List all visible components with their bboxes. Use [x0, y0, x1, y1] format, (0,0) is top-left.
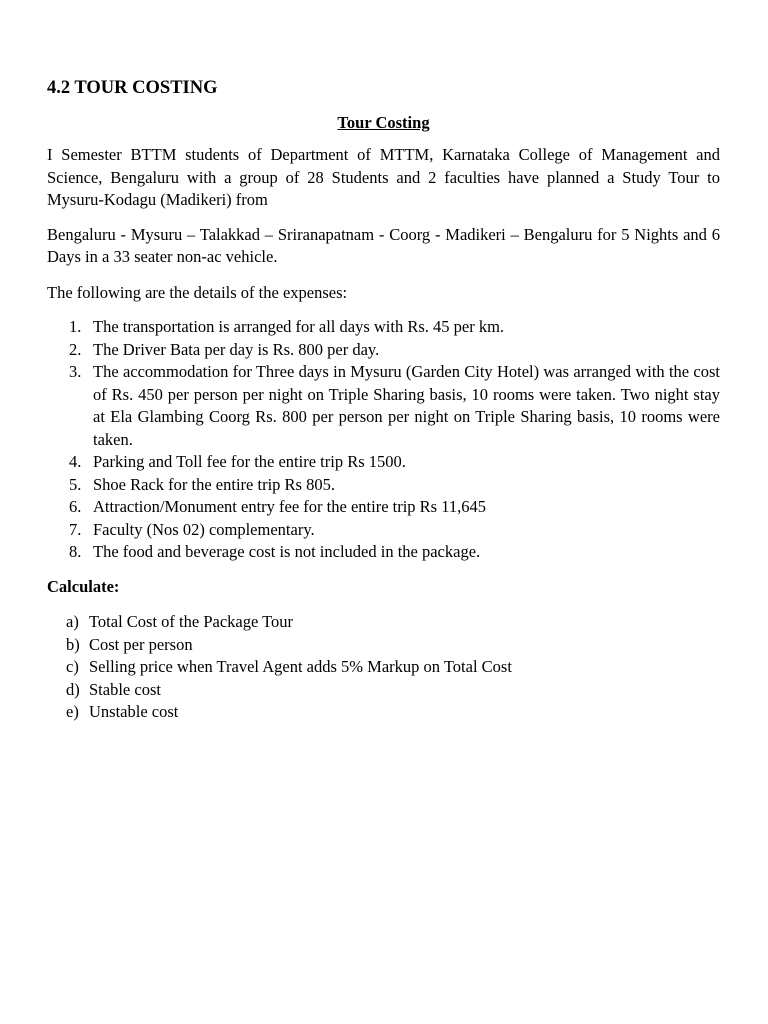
- calculate-text: Unstable cost: [89, 702, 179, 721]
- expense-number: 5.: [69, 474, 82, 494]
- expense-text: Parking and Toll fee for the entire trip Rs 1500.: [93, 452, 406, 471]
- expenses-list: [47, 316, 720, 564]
- calculate-item: [47, 679, 720, 702]
- expense-number: 3.: [69, 362, 82, 381]
- calculate-item: [47, 656, 720, 679]
- calculate-letter: b): [66, 634, 80, 654]
- expense-text: Attraction/Monument entry fee for the entire trip Rs 11,645: [93, 497, 486, 516]
- calculate-text: Selling price when Travel Agent adds 5% Markup on Total Cost: [89, 657, 512, 676]
- calculate-item: [47, 634, 720, 657]
- expense-text: The accommodation for Three days in Mysuru (Garden City Hotel) was arranged with the cost of Rs. 450 per person per night on Triple Sharing basis, 10 rooms were taken. Two night stay at Ela Glambing Coorg Rs. 800 per person per night on Triple Sharing basis, 10 rooms were taken.: [93, 362, 720, 449]
- expense-item: [47, 474, 720, 497]
- expense-number: 1.: [69, 317, 82, 336]
- expense-item: [47, 361, 720, 451]
- expense-item: [47, 339, 720, 362]
- calculate-letter: d): [66, 679, 80, 699]
- expense-item: [47, 519, 720, 542]
- calculate-text: Cost per person: [89, 634, 193, 654]
- calculate-text: Stable cost: [89, 679, 161, 699]
- expense-item: [47, 541, 720, 564]
- calculate-text: Total Cost of the Package Tour: [89, 612, 294, 631]
- calculate-letter: a): [66, 612, 79, 631]
- details-lead: The following are the details of the expenses:: [47, 282, 348, 302]
- expense-text: Shoe Rack for the entire trip Rs 805.: [93, 474, 335, 494]
- calculate-item: [47, 611, 720, 634]
- expense-number: 8.: [69, 542, 82, 561]
- expense-number: 7.: [69, 519, 82, 539]
- expense-number: 4.: [69, 452, 82, 471]
- intro-paragraph: I Semester BTTM students of Department of MTTM, Karnataka College of Management and Science, Bengaluru with a group of 28 Students and 2 faculties have planned a Study Tour to Mysuru-Kodagu (Madikeri) from: [47, 145, 720, 209]
- doc-title: Tour Costing: [337, 113, 430, 132]
- expense-text: The transportation is arranged for all days with Rs. 45 per km.: [93, 317, 505, 336]
- expense-item: [47, 496, 720, 519]
- expense-number: 2.: [69, 339, 82, 359]
- expense-text: The food and beverage cost is not included in the package.: [93, 542, 481, 561]
- expense-number: 6.: [69, 497, 82, 516]
- calculate-letter: e): [66, 702, 79, 721]
- route-paragraph: Bengaluru - Mysuru – Talakkad – Sriranapatnam - Coorg - Madikeri – Bengaluru for 5 Nights and 6 Days in a 33 seater non-ac vehicle.: [47, 224, 720, 266]
- expense-item: [47, 451, 720, 474]
- calculate-letter: c): [66, 657, 79, 676]
- calculate-label: Calculate:: [47, 576, 120, 596]
- section-heading: 4.2 TOUR COSTING: [47, 78, 218, 98]
- calculate-item: [47, 701, 720, 724]
- expense-text: Faculty (Nos 02) complementary.: [93, 519, 315, 539]
- calculate-list: [47, 611, 720, 724]
- expense-item: [47, 316, 720, 339]
- expense-text: The Driver Bata per day is Rs. 800 per day.: [93, 339, 380, 359]
- document-page: [47, 76, 720, 724]
